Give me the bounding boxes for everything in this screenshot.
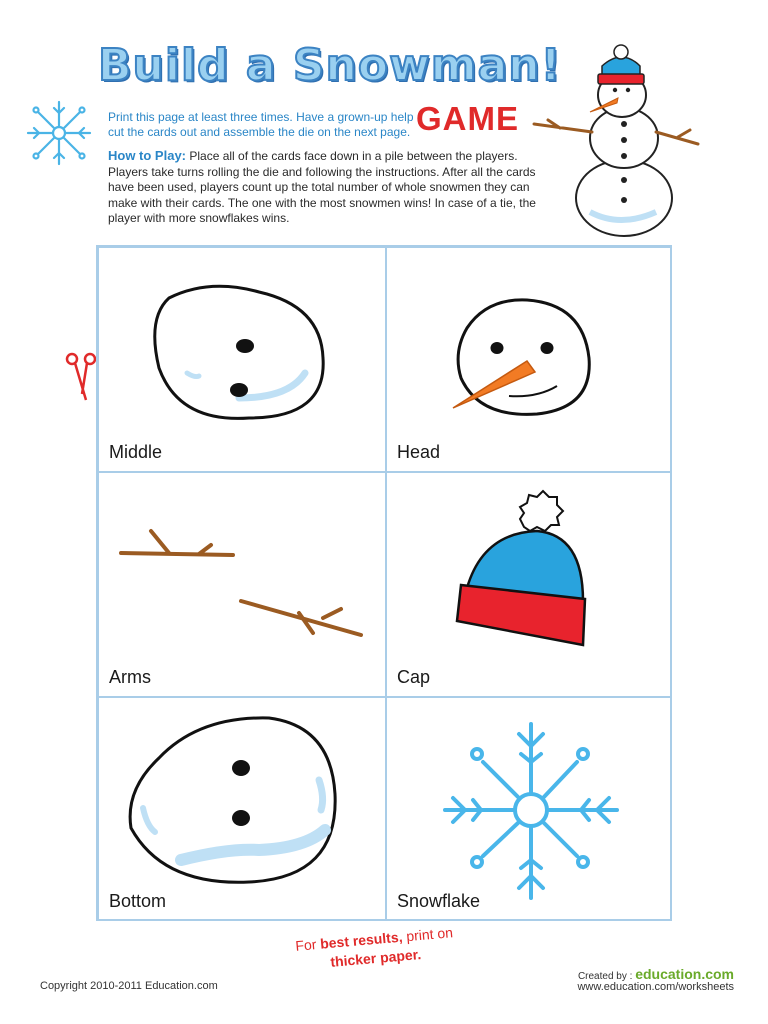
scissors-icon [64, 350, 98, 402]
website-link[interactable]: www.education.com/worksheets [577, 981, 734, 993]
card-bottom [98, 697, 386, 921]
card-label: Snowflake [397, 891, 481, 911]
game-tag: GAME [416, 100, 519, 137]
created-by [578, 966, 734, 982]
card-snowflake [386, 697, 672, 921]
how-to-play [108, 148, 538, 227]
intro-text: Print this page at least three times. Have a grown-up help cut the cards out and assemble the die on the next page. [108, 110, 414, 139]
card-label: Middle [109, 442, 163, 462]
how-to-play-label: How to Play: [108, 148, 187, 163]
card-label: Arms [109, 667, 151, 687]
brand-logo: education.com [635, 966, 734, 982]
page-title: Build a Snowman! [98, 40, 562, 91]
card-arms [98, 472, 386, 697]
snowman-head-icon [387, 248, 673, 473]
card-label: Head [397, 442, 441, 462]
copyright: Copyright 2010-2011 Education.com [40, 980, 218, 992]
card-middle [98, 247, 386, 472]
card-grid [96, 245, 672, 921]
card-cap [386, 472, 672, 697]
created-by-label: Created by : [577, 971, 633, 982]
card-head [386, 247, 672, 472]
snowman-illustration [530, 40, 700, 240]
how-to-play-text: Place all of the cards face down in a pile between the players. Players take turns rolling the die and following the instructions. After all the cards have been used, players count up the total number of whole snowmen they can make with their cards. The one with the most snowmen wins! In case of a tie, the player with more snowflakes wins. [108, 149, 536, 225]
snowflake-decoration-icon [24, 98, 94, 168]
note-prefix: For [294, 936, 318, 954]
snowball-bottom-icon [99, 698, 387, 922]
print-note [295, 923, 456, 975]
snowflake-icon [387, 698, 673, 922]
note-bold-2: thicker paper. [329, 946, 422, 970]
card-label: Cap [397, 667, 431, 687]
winter-cap-icon [387, 473, 673, 698]
note-mid: print on [405, 924, 454, 945]
snowball-middle-icon [99, 248, 387, 473]
note-bold: best results, [319, 928, 404, 952]
stick-arms-icon [99, 473, 387, 698]
card-label: Bottom [109, 891, 167, 911]
